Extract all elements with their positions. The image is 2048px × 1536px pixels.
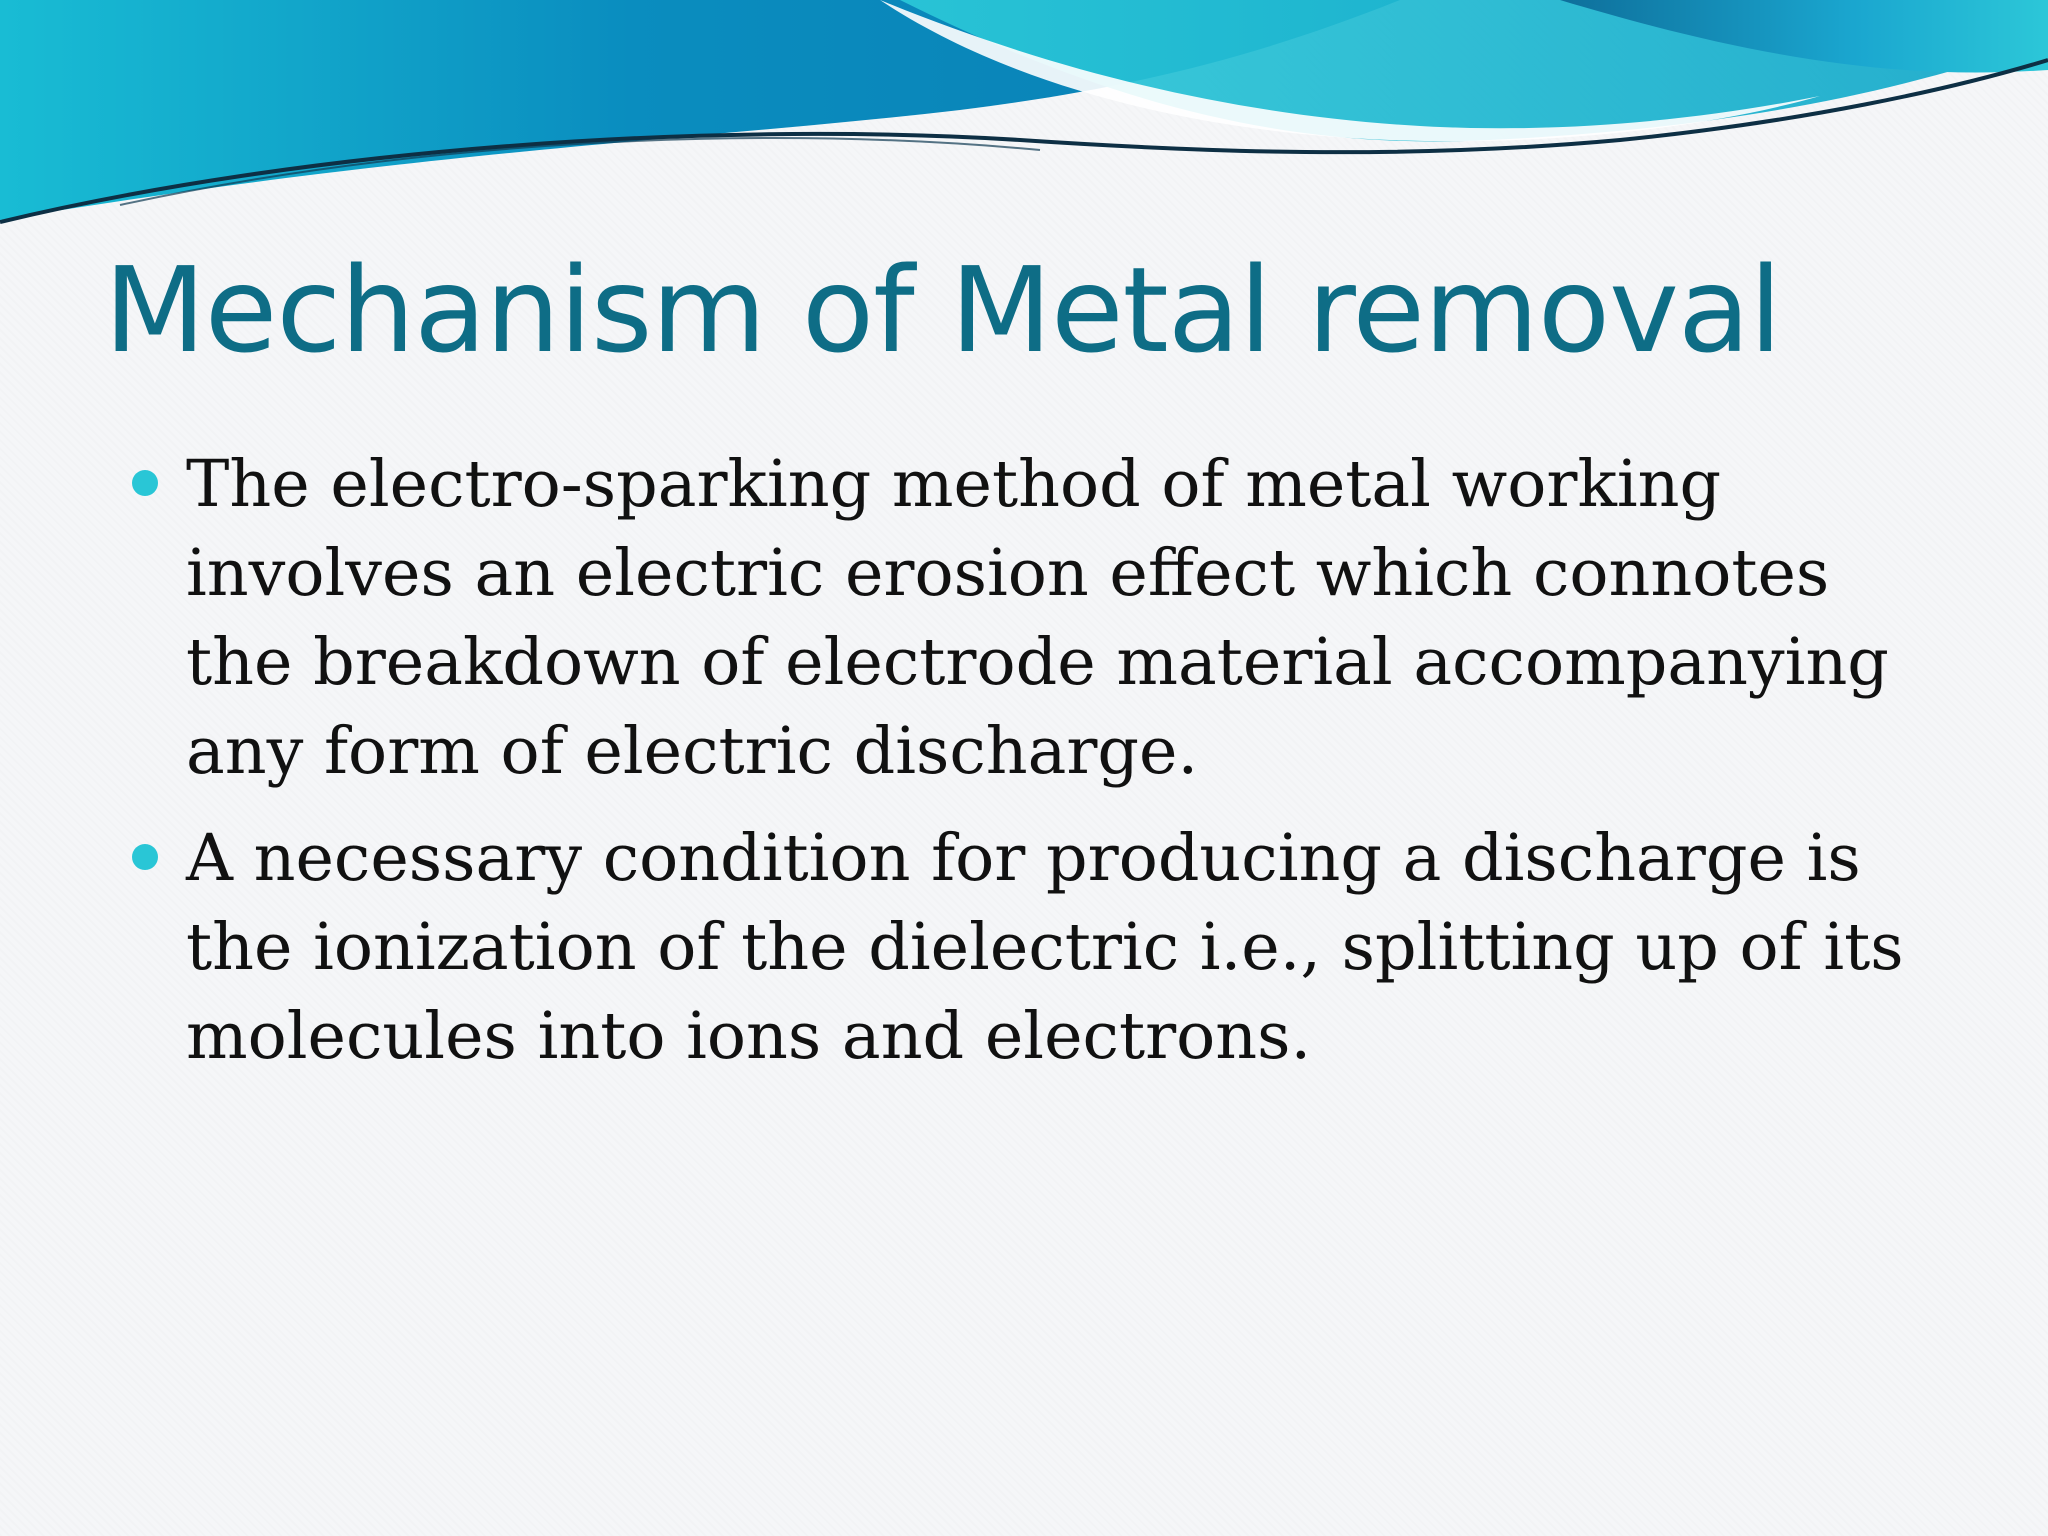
bullet-text: The electro-sparking method of metal working involves an electric erosion effect which connotes the breakdown of electrode material accompanying any form of electric discharge. [186,447,1889,789]
bullet-list [128,440,1908,1099]
bullet-dot-icon [132,470,158,496]
bullet-item [128,440,1908,796]
bullet-item [128,814,1908,1081]
header-wave-banner [0,0,2048,240]
slide-title: Mechanism of Metal removal [104,241,1781,379]
bullet-text: A necessary condition for producing a discharge is the ionization of the dielectric i.e., splitting up of its molecules into ions and electrons. [186,821,1904,1074]
bullet-dot-icon [132,844,158,870]
